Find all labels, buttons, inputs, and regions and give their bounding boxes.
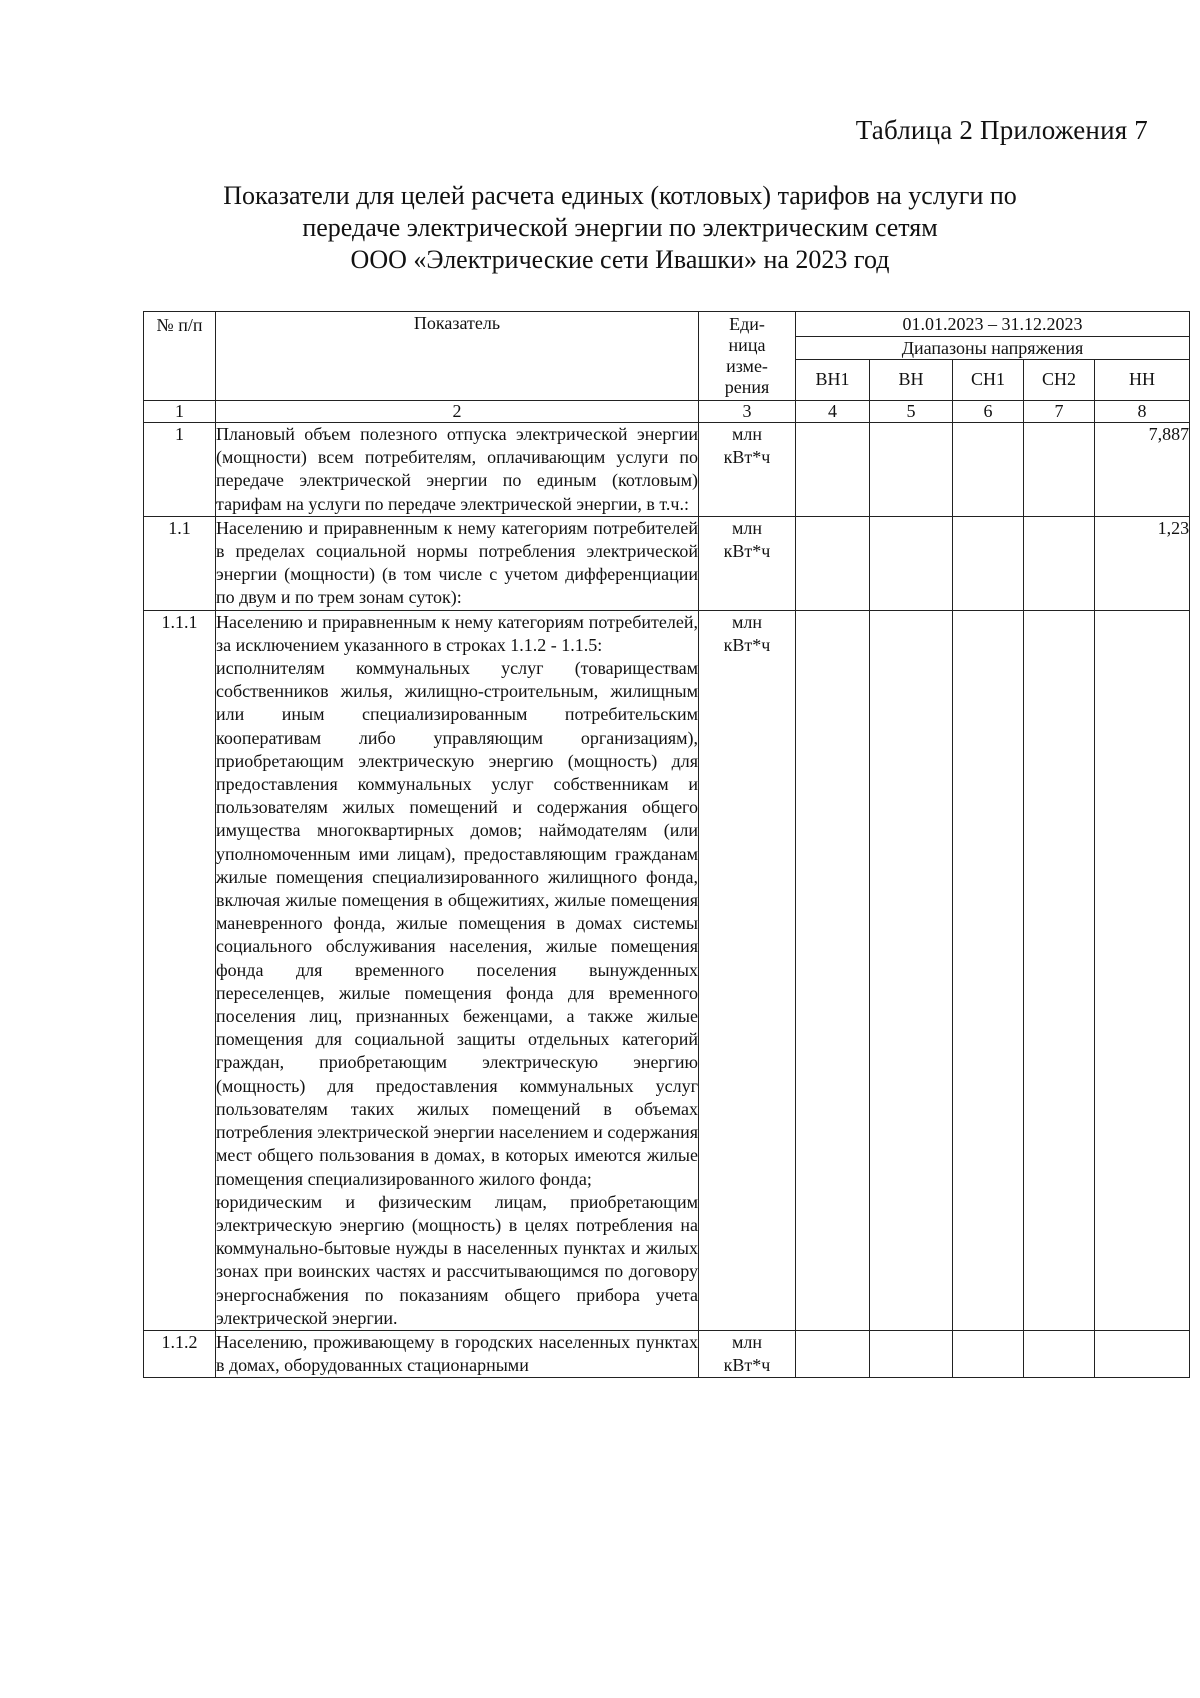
- row-unit: [699, 516, 796, 610]
- value-sn2: [1024, 516, 1095, 610]
- header-zone-vn1: ВН1: [796, 360, 870, 401]
- column-number: 1: [144, 401, 216, 423]
- header-unit-line: изме-: [726, 356, 768, 376]
- indicator-paragraph: Населению, проживающему в городских населенных пунктах в домах, оборудованных стационарными: [216, 1331, 698, 1376]
- value-vn: [870, 610, 953, 1330]
- value-sn1: [953, 1330, 1024, 1377]
- header-zone-nn: НН: [1095, 360, 1190, 401]
- header-indicator: Показатель: [216, 312, 699, 401]
- value-sn2: [1024, 423, 1095, 517]
- header-unit-line: рения: [724, 377, 770, 397]
- value-vn: [870, 516, 953, 610]
- column-number: 2: [216, 401, 699, 423]
- column-number: 8: [1095, 401, 1190, 423]
- table-row: [144, 610, 1190, 1330]
- value-sn1: [953, 516, 1024, 610]
- table-row: [144, 423, 1190, 517]
- column-number: 6: [953, 401, 1024, 423]
- header-zone-vn: ВН: [870, 360, 953, 401]
- value-nn: 1,23: [1095, 516, 1190, 610]
- unit-line: млн: [731, 1331, 762, 1352]
- title-line-1: Показатели для целей расчета единых (котловых) тарифов на услуги по: [223, 181, 1017, 210]
- value-sn1: [953, 423, 1024, 517]
- unit-line: кВт*ч: [723, 634, 771, 655]
- value-vn: [870, 1330, 953, 1377]
- value-nn: [1095, 610, 1190, 1330]
- indicator-paragraph: Населению и приравненным к нему категориям потребителей, за исключением указанного в строках 1.1.2 - 1.1.5:: [216, 611, 698, 655]
- unit-line: млн: [731, 424, 762, 444]
- value-sn2: [1024, 610, 1095, 1330]
- title-line-3: ООО «Электрические сети Ивашки» на 2023 год: [350, 245, 890, 274]
- value-nn: [1095, 1330, 1190, 1377]
- column-number: 5: [870, 401, 953, 423]
- unit-line: кВт*ч: [723, 447, 771, 468]
- table-row: [144, 1330, 1190, 1377]
- indicator-paragraph: юридическим и физическим лицам, приобретающим электрическую энергию (мощность) в целях потребления на коммунально-бытовые нужды в населенных пунктах и жилых зонах при воинских частях и рассчитывающимся по договору энергоснабжения по показаниям общего прибора учета электрической энергии.: [216, 1191, 698, 1328]
- value-vn: [870, 423, 953, 517]
- header-unit-line: ница: [728, 335, 766, 355]
- column-number: 7: [1024, 401, 1095, 423]
- value-vn1: [796, 1330, 870, 1377]
- column-number: 3: [699, 401, 796, 423]
- appendix-table-label: Таблица 2 Приложения 7: [855, 115, 1148, 145]
- indicator-paragraph: исполнителям коммунальных услуг (товариществам собственников жилья, жилищно-строительным, жилищным или иным специализированным потребительским кооперативам либо управляющим организациям), приобретающим электрическую энергию (мощность) для предоставления коммунальных услуг собственникам и пользователям жилых помещений и содержания общего имущества многоквартирных домов; наймодателям (или уполномоченным ими лицам), предоставляющим гражданам жилые помещения специализированного жилищного фонда, включая жилые помещения в общежитиях, жилые помещения маневренного фонда, жилые помещения в домах системы социального обслуживания населения, жилые помещения фонда для временного поселения вынужденных переселенцев, жилые помещения фонда для временного поселения лиц, признанных беженцами, а также жилые помещения для социальной защиты отдельных категорий граждан, приобретающим электрическую энергию (мощность) для предоставления коммунальных услуг пользователям таких жилых помещений в объемах потребления электрической энергии населением и содержания мест общего пользования в домах, в которых имеются жилые помещения специализированного жилого фонда;: [216, 658, 698, 1189]
- value-vn1: [796, 423, 870, 517]
- header-number: № п/п: [144, 312, 216, 401]
- header-zone-sn2: СН2: [1024, 360, 1095, 401]
- row-number: 1.1.2: [144, 1330, 216, 1377]
- unit-line: млн: [731, 611, 762, 632]
- value-vn1: [796, 516, 870, 610]
- unit-line: кВт*ч: [723, 541, 771, 562]
- row-unit: [699, 423, 796, 517]
- value-sn2: [1024, 1330, 1095, 1377]
- row-indicator: [216, 1330, 699, 1377]
- row-unit: [699, 610, 796, 1330]
- row-indicator: [216, 610, 699, 1330]
- row-indicator: [216, 423, 699, 517]
- value-nn: 7,887: [1095, 423, 1190, 517]
- indicators-table: [143, 311, 1190, 1378]
- header-unit: [699, 312, 796, 401]
- header-zone-sn1: СН1: [953, 360, 1024, 401]
- document-title: [140, 180, 1100, 276]
- row-number: 1.1: [144, 516, 216, 610]
- unit-line: кВт*ч: [723, 1355, 771, 1376]
- header-voltage-ranges: Диапазоны напряжения: [796, 337, 1190, 360]
- value-vn1: [796, 610, 870, 1330]
- row-number: 1: [144, 423, 216, 517]
- row-number: 1.1.1: [144, 610, 216, 1330]
- header-unit-line: Еди-: [729, 314, 765, 334]
- table-row: [144, 516, 1190, 610]
- value-sn1: [953, 610, 1024, 1330]
- row-unit: [699, 1330, 796, 1377]
- column-number: 4: [796, 401, 870, 423]
- indicator-paragraph: Плановый объем полезного отпуска электрической энергии (мощности) всем потребителям, оплачивающим услуги по передаче электрической энергии по единым (котловым) тарифам на услуги по передаче электрической энергии, в т.ч.:: [216, 424, 698, 514]
- header-period: 01.01.2023 – 31.12.2023: [796, 312, 1190, 337]
- row-indicator: [216, 516, 699, 610]
- title-line-2: передаче электрической энергии по электрическим сетям: [302, 213, 938, 242]
- indicator-paragraph: Населению и приравненным к нему категориям потребителей в пределах социальной нормы потребления электрической энергии (мощности) (в том числе с учетом дифференциации по двум и по трем зонам суток):: [216, 517, 698, 608]
- unit-line: млн: [731, 517, 762, 538]
